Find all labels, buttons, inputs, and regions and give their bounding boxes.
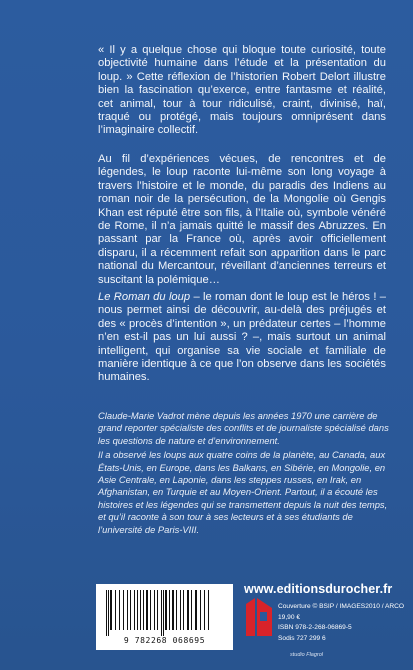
- barcode-bar: [146, 590, 148, 630]
- barcode-bar: [123, 590, 124, 630]
- cover-credit: Couverture © BSIP / IMAGES2010 / ARCO: [278, 603, 405, 610]
- barcode-bar: [172, 590, 174, 630]
- book-title: Le Roman du loup: [98, 291, 191, 303]
- studio-credit: studio Flagrol: [290, 652, 324, 658]
- blurb-text-1: « Il y a quelque chose qui bloque toute curiosité, toute objectivité humaine dans l’étude et la présentation du loup. » Cette réflexion de l’historien Robert Delort illustre bien la fascination qu’exerce, entre fantasme et réalité, cet animal, tour à tour ridiculisé, craint, divinisé, haï, traqué ou protégé, mais toujours omniprésent dans l’imaginaire collectif.: [98, 44, 386, 137]
- barcode-bar: [169, 590, 170, 630]
- barcode-bar: [208, 590, 209, 630]
- barcode: [96, 584, 233, 650]
- barcode-bar: [130, 590, 131, 630]
- barcode-guard-bar: [163, 590, 164, 636]
- barcode-bar: [115, 590, 116, 630]
- author-bio-paragraph-1: Claude-Marie Vadrot mène depuis les années 1970 une carrière de grand reporter spécialiste des conflits et de journaliste spécialisé dans les questions de nature et d’environnement.: [98, 410, 389, 446]
- barcode-bar: [143, 590, 144, 630]
- barcode-number: 9 782268 068695: [123, 636, 206, 645]
- barcode-bar: [119, 590, 120, 630]
- author-bio-paragraph-2: Il a observé les loups aux quatre coins de la planète, au Canada, aux États-Unis, en Europe, dans les Balkans, en Sibérie, en Mongolie, en Asie Centrale, en Laponie, dans les steppes russes, en Irak, en Afghanistan, en Turquie et au Moyen-Orient. Partout, il a écouté les histoires et les légendes qui se transmettent depuis la nuit des temps, et qu’il raconte à son tour à ses lecteurs et à ses étudiants de l’université de Paris-VIII.: [98, 449, 388, 535]
- blurb-text-2: Au fil d’expériences vécues, de rencontres et de légendes, le loup raconte lui-même son long voyage à travers l’histoire et le monde, du paradis des Indiens au roman noir de la persécution, de la Mongolie où Gengis Khan est réputé être son fils, à l’Italie où, symbole vénéré de Rome, il n’a jamais quitté le massif des Abruzzes. En passant par la France où, après avoir officiellement disparu, il a récemment refait son apparition dans le parc national du Mercantour, réveillant d’anciennes terreurs et suscitant la polémique…: [98, 153, 386, 286]
- barcode-bar: [204, 590, 205, 630]
- barcode-bar: [140, 590, 141, 630]
- barcode-bar: [180, 590, 181, 630]
- blurb-text-3-rest: – le roman dont le loup est le héros ! – nous permet ainsi de découvrir, au-delà des préjugés et des « procès d’intention », un prédateur certes – l’homme n’en est-il pas un lui aussi ? –, mais surtout un animal intelligent, qui organise sa vie sociale et familiale de manière identique à ce que l’on observe dans les sociétés humaines.: [98, 291, 386, 384]
- barcode-bar: [137, 590, 138, 630]
- blurb-paragraph-2: [98, 153, 386, 287]
- barcode-guard-bar: [108, 590, 109, 636]
- sodis-code: Sodis 727 299 6: [278, 634, 326, 642]
- price: 19,90 €: [278, 613, 300, 621]
- barcode-guard-bar: [106, 590, 107, 636]
- isbn: ISBN 978-2-268-06869-5: [278, 624, 352, 632]
- blurb-paragraph-1: [98, 44, 386, 138]
- publication-info: [278, 602, 404, 644]
- blurb-paragraph-3: [98, 291, 386, 385]
- barcode-bar: [200, 590, 201, 630]
- barcode-bar: [183, 590, 184, 630]
- barcode-bar: [154, 590, 155, 630]
- barcode-bar: [157, 590, 158, 630]
- barcode-bar: [191, 590, 192, 630]
- barcode-bar: [187, 590, 189, 630]
- barcode-bar: [127, 590, 128, 630]
- barcode-bar: [195, 590, 197, 630]
- barcode-bar: [134, 590, 135, 630]
- barcode-bar: [110, 590, 112, 630]
- author-bio: [98, 410, 390, 538]
- barcode-bar: [165, 590, 167, 630]
- barcode-bar: [150, 590, 151, 630]
- blurb-text-3: [98, 291, 386, 385]
- publisher-logo-icon: [246, 598, 272, 636]
- barcode-guard-bar: [161, 590, 162, 636]
- barcode-bar: [176, 590, 177, 630]
- publisher-website: www.editionsdurocher.fr: [244, 582, 393, 596]
- barcode-bars: [104, 590, 225, 636]
